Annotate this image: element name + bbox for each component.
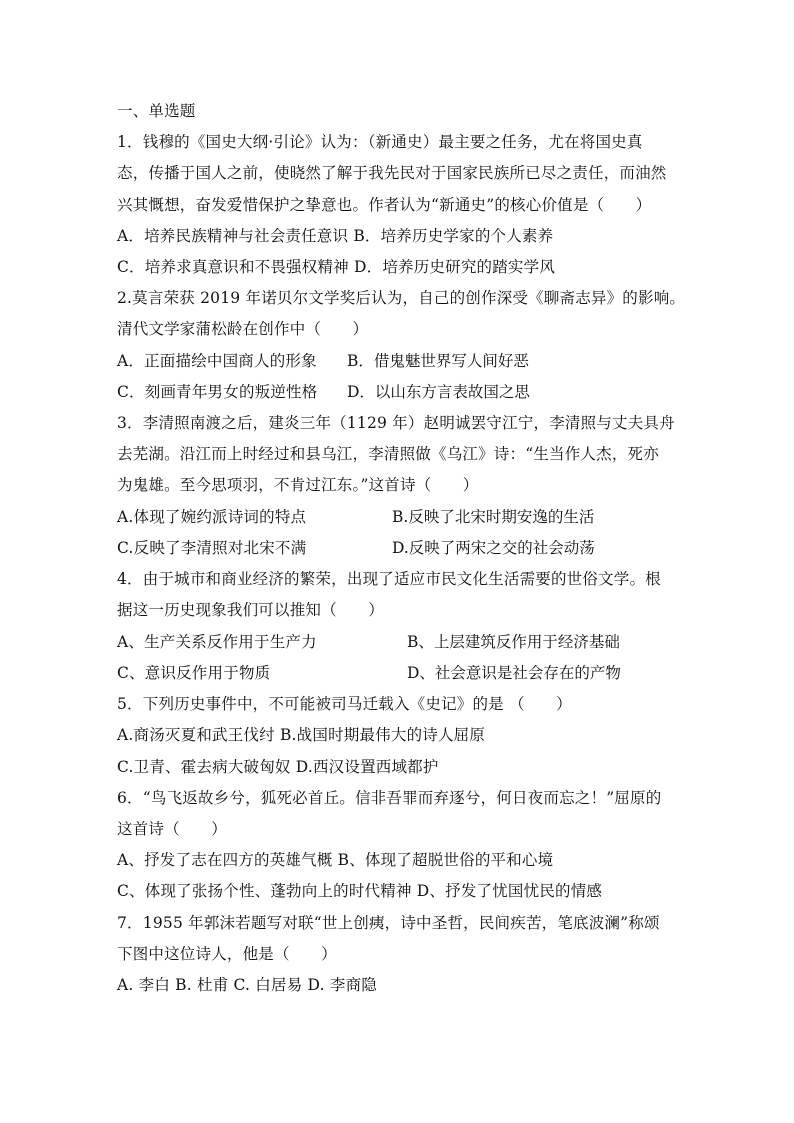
q4-option-d: D、社会意识是社会存在的产物 bbox=[407, 664, 621, 682]
q4-stem-line-1: 4．由于城市和商业经济的繁荣，出现了适应市民文化生活需要的世俗文学。根 bbox=[117, 570, 661, 588]
q2-stem-line-1: 2.莫言荣获 2019 年诺贝尔文学奖后认为，自己的创作深受《聊斋志异》的影响。 bbox=[117, 289, 686, 307]
q1-stem-line-1: 1．钱穆的《国史大纲·引论》认为：（新通史）最主要之任务，尤在将国史真 bbox=[117, 133, 643, 151]
q3-stem-line-3: 为鬼雄。至今思项羽，不肯过江东。”这首诗（ ） bbox=[117, 476, 479, 494]
q5-stem-line-1: 5．下列历史事件中，不可能被司马迁载入《史记》的是 （ ） bbox=[117, 695, 572, 713]
q1-options-cd: C．培养求真意识和不畏强权精神 D．培养历史研究的踏实学风 bbox=[117, 258, 556, 276]
q3-stem-line-1: 3．李清照南渡之后，建炎三年（1129 年）赵明诚罢守江宁，李清照与丈夫具舟 bbox=[117, 414, 675, 432]
q2-option-a: A．正面描绘中国商人的形象 bbox=[117, 352, 317, 370]
q6-options-ab: A、抒发了志在四方的英雄气概 B、体现了超脱世俗的平和心境 bbox=[117, 851, 554, 869]
q6-stem-line-2: 这首诗（ ） bbox=[117, 820, 227, 838]
q1-stem-line-2: 态，传播于国人之前，使晓然了解于我先民对于国家民族所已尽之责任，而油然 bbox=[117, 164, 667, 182]
q2-stem-line-2: 清代文学家蒲松龄在创作中（ ） bbox=[117, 320, 369, 338]
q2-option-c: C．刻画青年男女的叛逆性格 bbox=[117, 383, 318, 401]
q1-stem-line-3: 兴其慨想，奋发爱惜保护之挚意也。作者认为“新通史”的核心价值是（ ） bbox=[117, 196, 652, 214]
q4-stem-line-2: 据这一历史现象我们可以推知（ ） bbox=[117, 601, 384, 619]
q2-option-b: B．借鬼魅世界写人间好恶 bbox=[347, 352, 529, 370]
q6-options-cd: C、体现了张扬个性、蓬勃向上的时代精神 D、抒发了忧国忧民的情感 bbox=[117, 882, 603, 900]
q7-options: A. 李白 B. 杜甫 C. 白居易 D. 李商隐 bbox=[117, 976, 377, 994]
q4-option-b: B、上层建筑反作用于经济基础 bbox=[407, 633, 620, 651]
q2-option-d: D．以山东方言表故国之思 bbox=[347, 383, 530, 401]
q5-options-cd: C.卫青、霍去病大破匈奴 D.西汉设置西域都护 bbox=[117, 758, 439, 776]
q3-stem-line-2: 去芜湖。沿江而上时经过和县乌江，李清照做《乌江》诗：“生当作人杰，死亦 bbox=[117, 445, 659, 463]
q3-option-d: D.反映了两宋之交的社会动荡 bbox=[392, 539, 595, 557]
q7-stem-line-1: 7．1955 年郭沫若题写对联“世上创痍，诗中圣哲，民间疾苦，笔底波澜”称颂 bbox=[117, 914, 660, 932]
q3-option-b: B.反映了北宋时期安逸的生活 bbox=[392, 508, 595, 526]
section-title: 一、单选题 bbox=[117, 102, 196, 120]
q5-options-ab: A.商汤灭夏和武王伐纣 B.战国时期最伟大的诗人屈原 bbox=[117, 726, 486, 744]
q4-option-a: A、生产关系反作用于生产力 bbox=[117, 633, 317, 651]
q1-options-ab: A．培养民族精神与社会责任意识 B．培养历史学家的个人素养 bbox=[117, 227, 554, 245]
q3-option-c: C.反映了李清照对北宋不满 bbox=[117, 539, 307, 557]
q7-stem-line-2: 下图中这位诗人，他是（ ） bbox=[117, 945, 337, 963]
q6-stem-line-1: 6．“鸟飞返故乡兮，狐死必首丘。信非吾罪而弃逐兮，何日夜而忘之！”屈原的 bbox=[117, 789, 662, 807]
q3-option-a: A.体现了婉约派诗词的特点 bbox=[117, 508, 307, 526]
q4-option-c: C、意识反作用于物质 bbox=[117, 664, 271, 682]
